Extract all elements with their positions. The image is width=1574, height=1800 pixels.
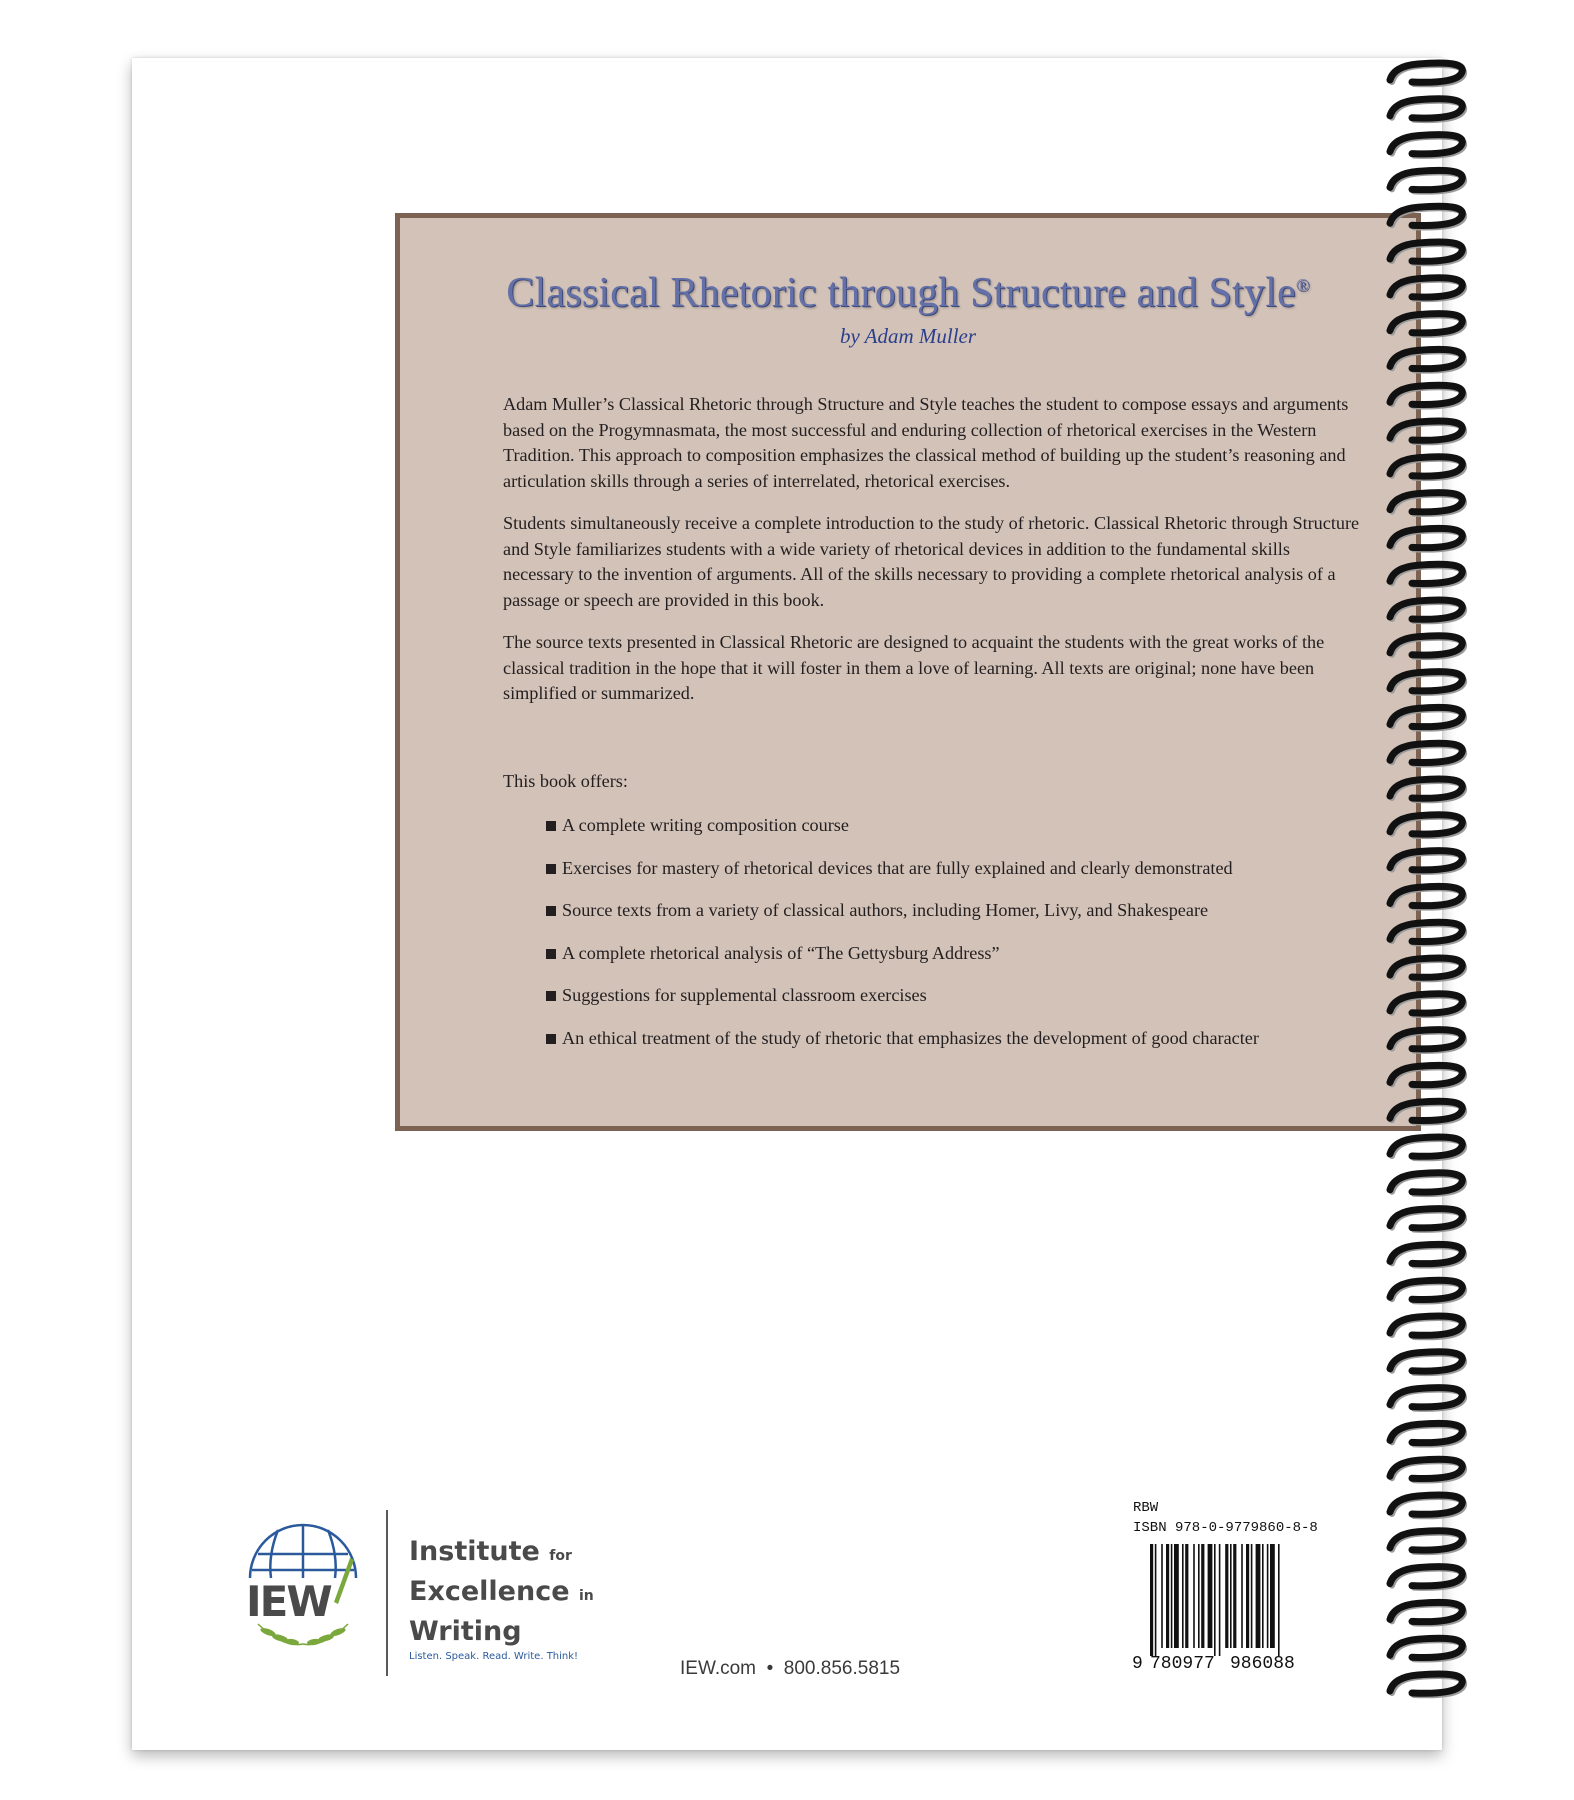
paragraph: Adam Muller’s Classical Rhetoric through Structure and Style teaches the student to compose essays and arguments based on the Progymnasmata, the most successful and enduring collection of rhetorical exercises in the Western Tradition. This approach to composition emphasizes the classical method of building up the student’s reasoning and articulation skills through a series of interrelated, rhetorical exercises.: [503, 394, 1349, 491]
book-title: Classical Rhetoric through Structure and Style®: [506, 270, 1310, 316]
square-bullet-icon: [546, 864, 556, 874]
barcode-bar: [1208, 1544, 1213, 1648]
description-panel: [395, 213, 1421, 1131]
barcode-bar: [1161, 1544, 1163, 1648]
list-item: Suggestions for supplemental classroom exercises: [546, 983, 1259, 1026]
contact-line: IEW.com • 800.856.5815: [680, 1658, 901, 1679]
barcode-bar: [1267, 1544, 1269, 1648]
barcode-bar: [1150, 1544, 1153, 1656]
back-cover-page: [132, 58, 1442, 1750]
barcode-bar: [1278, 1544, 1280, 1656]
barcode-bar: [1219, 1544, 1221, 1656]
offers-list: [546, 813, 1259, 1069]
barcode-bar: [1166, 1544, 1169, 1648]
logo-text: IEW: [246, 1577, 331, 1626]
barcode-bar: [1241, 1544, 1243, 1648]
barcode-bar: [1198, 1544, 1200, 1648]
square-bullet-icon: [546, 1034, 556, 1044]
square-bullet-icon: [546, 821, 556, 831]
spiral-binding: [1370, 40, 1480, 1740]
description-text: [503, 392, 1363, 724]
paragraph: Students simultaneously receive a complete introduction to the study of rhetoric. Classical Rhetoric through Structure and Style familiarizes students with a wide variety of rhetorical devices in addition to the fundamental skills necessary to the invention of arguments. All of the skills necessary to providing a complete rhetorical analysis of a passage or speech are provided in this book.: [503, 513, 1360, 610]
publisher-name: Institute for Excellence in Writing: [409, 1536, 594, 1647]
list-item: Exercises for mastery of rhetorical devices that are fully explained and clearly demonstrated: [546, 856, 1259, 899]
barcode-bar: [1185, 1544, 1188, 1648]
offers-label: This book offers:: [503, 771, 628, 791]
barcode-bar: [1155, 1544, 1157, 1656]
barcode-bar: [1193, 1544, 1195, 1648]
barcode-bar: [1225, 1544, 1228, 1648]
square-bullet-icon: [546, 949, 556, 959]
website: IEW.com: [680, 1658, 757, 1679]
list-item: A complete rhetorical analysis of “The Gettysburg Address”: [546, 941, 1259, 984]
list-item: A complete writing composition course: [546, 813, 1259, 856]
barcode-digit-lead: 9: [1132, 1654, 1143, 1672]
phone: 800.856.5815: [783, 1658, 901, 1679]
publisher-tagline: Listen. Speak. Read. Write. Think!: [409, 1651, 579, 1662]
iew-globe-logo: [238, 1520, 368, 1650]
barcode-bar: [1201, 1544, 1204, 1648]
barcode-bar: [1246, 1544, 1249, 1648]
barcode-bar: [1262, 1544, 1264, 1648]
square-bullet-icon: [546, 991, 556, 1001]
barcode-bar: [1214, 1544, 1216, 1656]
isbn-block: [1133, 1498, 1318, 1538]
product-code: RBW: [1133, 1500, 1159, 1516]
barcode-bar: [1182, 1544, 1184, 1648]
barcode-bar: [1270, 1544, 1275, 1648]
paragraph: The source texts presented in Classical Rhetoric are designed to acquaint the students with the great works of the classical tradition in the hope that it will foster in them a love of learning. All texts are original; none have been simplified or summarized.: [503, 632, 1325, 703]
barcode-bar: [1171, 1544, 1173, 1648]
barcode-bar: [1233, 1544, 1236, 1648]
logo-divider: [386, 1510, 388, 1676]
barcode-bar: [1174, 1544, 1179, 1648]
barcode-digits-right: 986088: [1230, 1654, 1295, 1672]
barcode-digits-left: 780977: [1150, 1654, 1215, 1672]
author-byline: by Adam Muller: [839, 324, 977, 348]
isbn-barcode: [1130, 1540, 1330, 1672]
barcode-bar: [1256, 1544, 1261, 1648]
registered-mark: ®: [1295, 275, 1310, 295]
list-item: An ethical treatment of the study of rhetoric that emphasizes the development of good character: [546, 1026, 1259, 1069]
isbn-number: ISBN 978-0-9779860-8-8: [1133, 1520, 1318, 1536]
barcode-bar: [1230, 1544, 1232, 1648]
square-bullet-icon: [546, 906, 556, 916]
barcode-bar: [1251, 1544, 1253, 1648]
list-item: Source texts from a variety of classical authors, including Homer, Livy, and Shakespeare: [546, 898, 1259, 941]
